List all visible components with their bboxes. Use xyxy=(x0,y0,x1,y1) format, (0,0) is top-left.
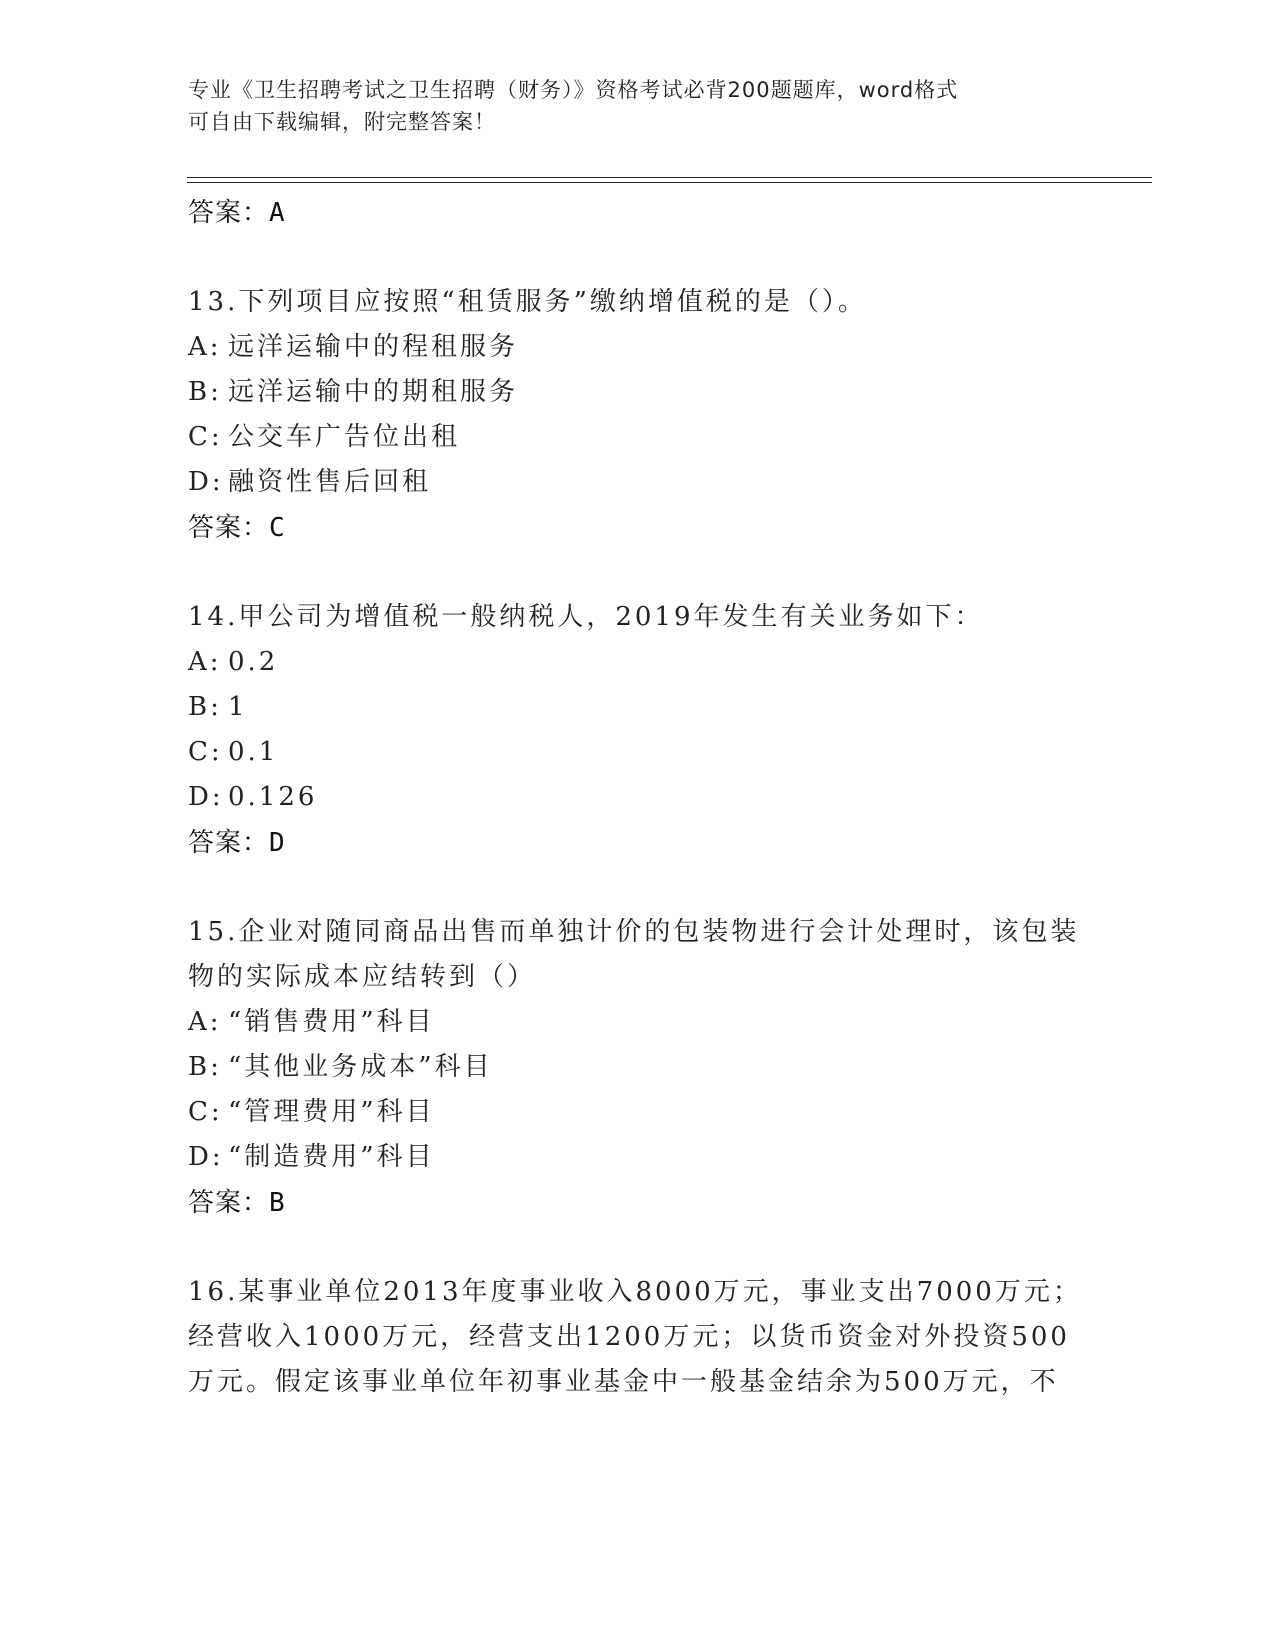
option-letter: C: xyxy=(188,1097,223,1127)
option-a xyxy=(188,1000,1088,1045)
answer-value: B xyxy=(269,1188,286,1218)
header-line-1: 专业《卫生招聘考试之卫生招聘（财务）》资格考试必背200题题库，word格式 xyxy=(188,78,959,102)
question-stem: 14.甲公司为增值税一般纳税人，2019年发生有关业务如下： xyxy=(188,602,984,632)
answer-line xyxy=(188,190,1088,236)
option-a xyxy=(188,325,1088,370)
option-b xyxy=(188,370,1088,415)
option-text: 融资性售后回租 xyxy=(228,467,432,497)
document-header xyxy=(188,74,1088,138)
option-text: “销售费用”科目 xyxy=(228,1007,435,1037)
option-letter: A: xyxy=(188,332,222,362)
option-text: “制造费用”科目 xyxy=(228,1142,435,1172)
option-b xyxy=(188,685,1088,730)
answer-label: 答案： xyxy=(188,198,270,228)
option-text: 0.1 xyxy=(228,737,279,767)
option-c xyxy=(188,730,1088,775)
answer-value: A xyxy=(269,198,286,228)
option-d xyxy=(188,775,1088,820)
question-15 xyxy=(188,910,1088,1226)
option-text: 0.126 xyxy=(228,782,318,812)
option-letter: D: xyxy=(188,467,224,497)
option-text: 公交车广告位出租 xyxy=(228,422,461,452)
answer-value: D xyxy=(269,828,286,858)
question-16 xyxy=(188,1270,1088,1405)
question-13 xyxy=(188,280,1088,551)
answer-label: 答案： xyxy=(188,828,270,858)
option-letter: B: xyxy=(188,692,222,722)
option-d xyxy=(188,1135,1088,1180)
option-letter: C: xyxy=(188,422,223,452)
question-stem: 13.下列项目应按照“租赁服务”缴纳增值税的是（）。 xyxy=(188,287,867,317)
option-d xyxy=(188,460,1088,505)
option-letter: A: xyxy=(188,647,222,677)
option-b xyxy=(188,1045,1088,1090)
option-text: 1 xyxy=(228,692,248,722)
option-text: “其他业务成本”科目 xyxy=(228,1052,493,1082)
option-letter: C: xyxy=(188,737,223,767)
option-text: 远洋运输中的期租服务 xyxy=(228,377,519,407)
option-letter: B: xyxy=(188,1052,222,1082)
option-letter: B: xyxy=(188,377,222,407)
header-line-2: 可自由下载编辑，附完整答案！ xyxy=(188,110,496,134)
header-rule-bottom xyxy=(187,182,1152,183)
answer-line xyxy=(188,820,1088,866)
option-text: 0.2 xyxy=(228,647,279,677)
answer-line xyxy=(188,505,1088,551)
answer-label: 答案： xyxy=(188,1188,270,1218)
option-a xyxy=(188,640,1088,685)
option-letter: A: xyxy=(188,1007,222,1037)
answer-value: C xyxy=(269,513,286,543)
answer-line xyxy=(188,1180,1088,1226)
question-stem: 15.企业对随同商品出售而单独计价的包装物进行会计处理时，该包装物的实际成本应结转到（） xyxy=(188,917,1080,992)
option-c xyxy=(188,1090,1088,1135)
option-c xyxy=(188,415,1088,460)
answer-label: 答案： xyxy=(188,513,270,543)
option-text: “管理费用”科目 xyxy=(228,1097,435,1127)
header-rule-top xyxy=(187,177,1152,178)
question-stem: 16.某事业单位2013年度事业收入8000万元，事业支出7000万元；经营收入1000万元，经营支出1200万元；以货币资金对外投资500万元。假定该事业单位年初事业基金中一般基金结余为500万元，不 xyxy=(188,1277,1082,1397)
option-text: 远洋运输中的程租服务 xyxy=(228,332,519,362)
question-14 xyxy=(188,595,1088,866)
option-letter: D: xyxy=(188,1142,224,1172)
option-letter: D: xyxy=(188,782,224,812)
document-body xyxy=(188,190,1088,1405)
